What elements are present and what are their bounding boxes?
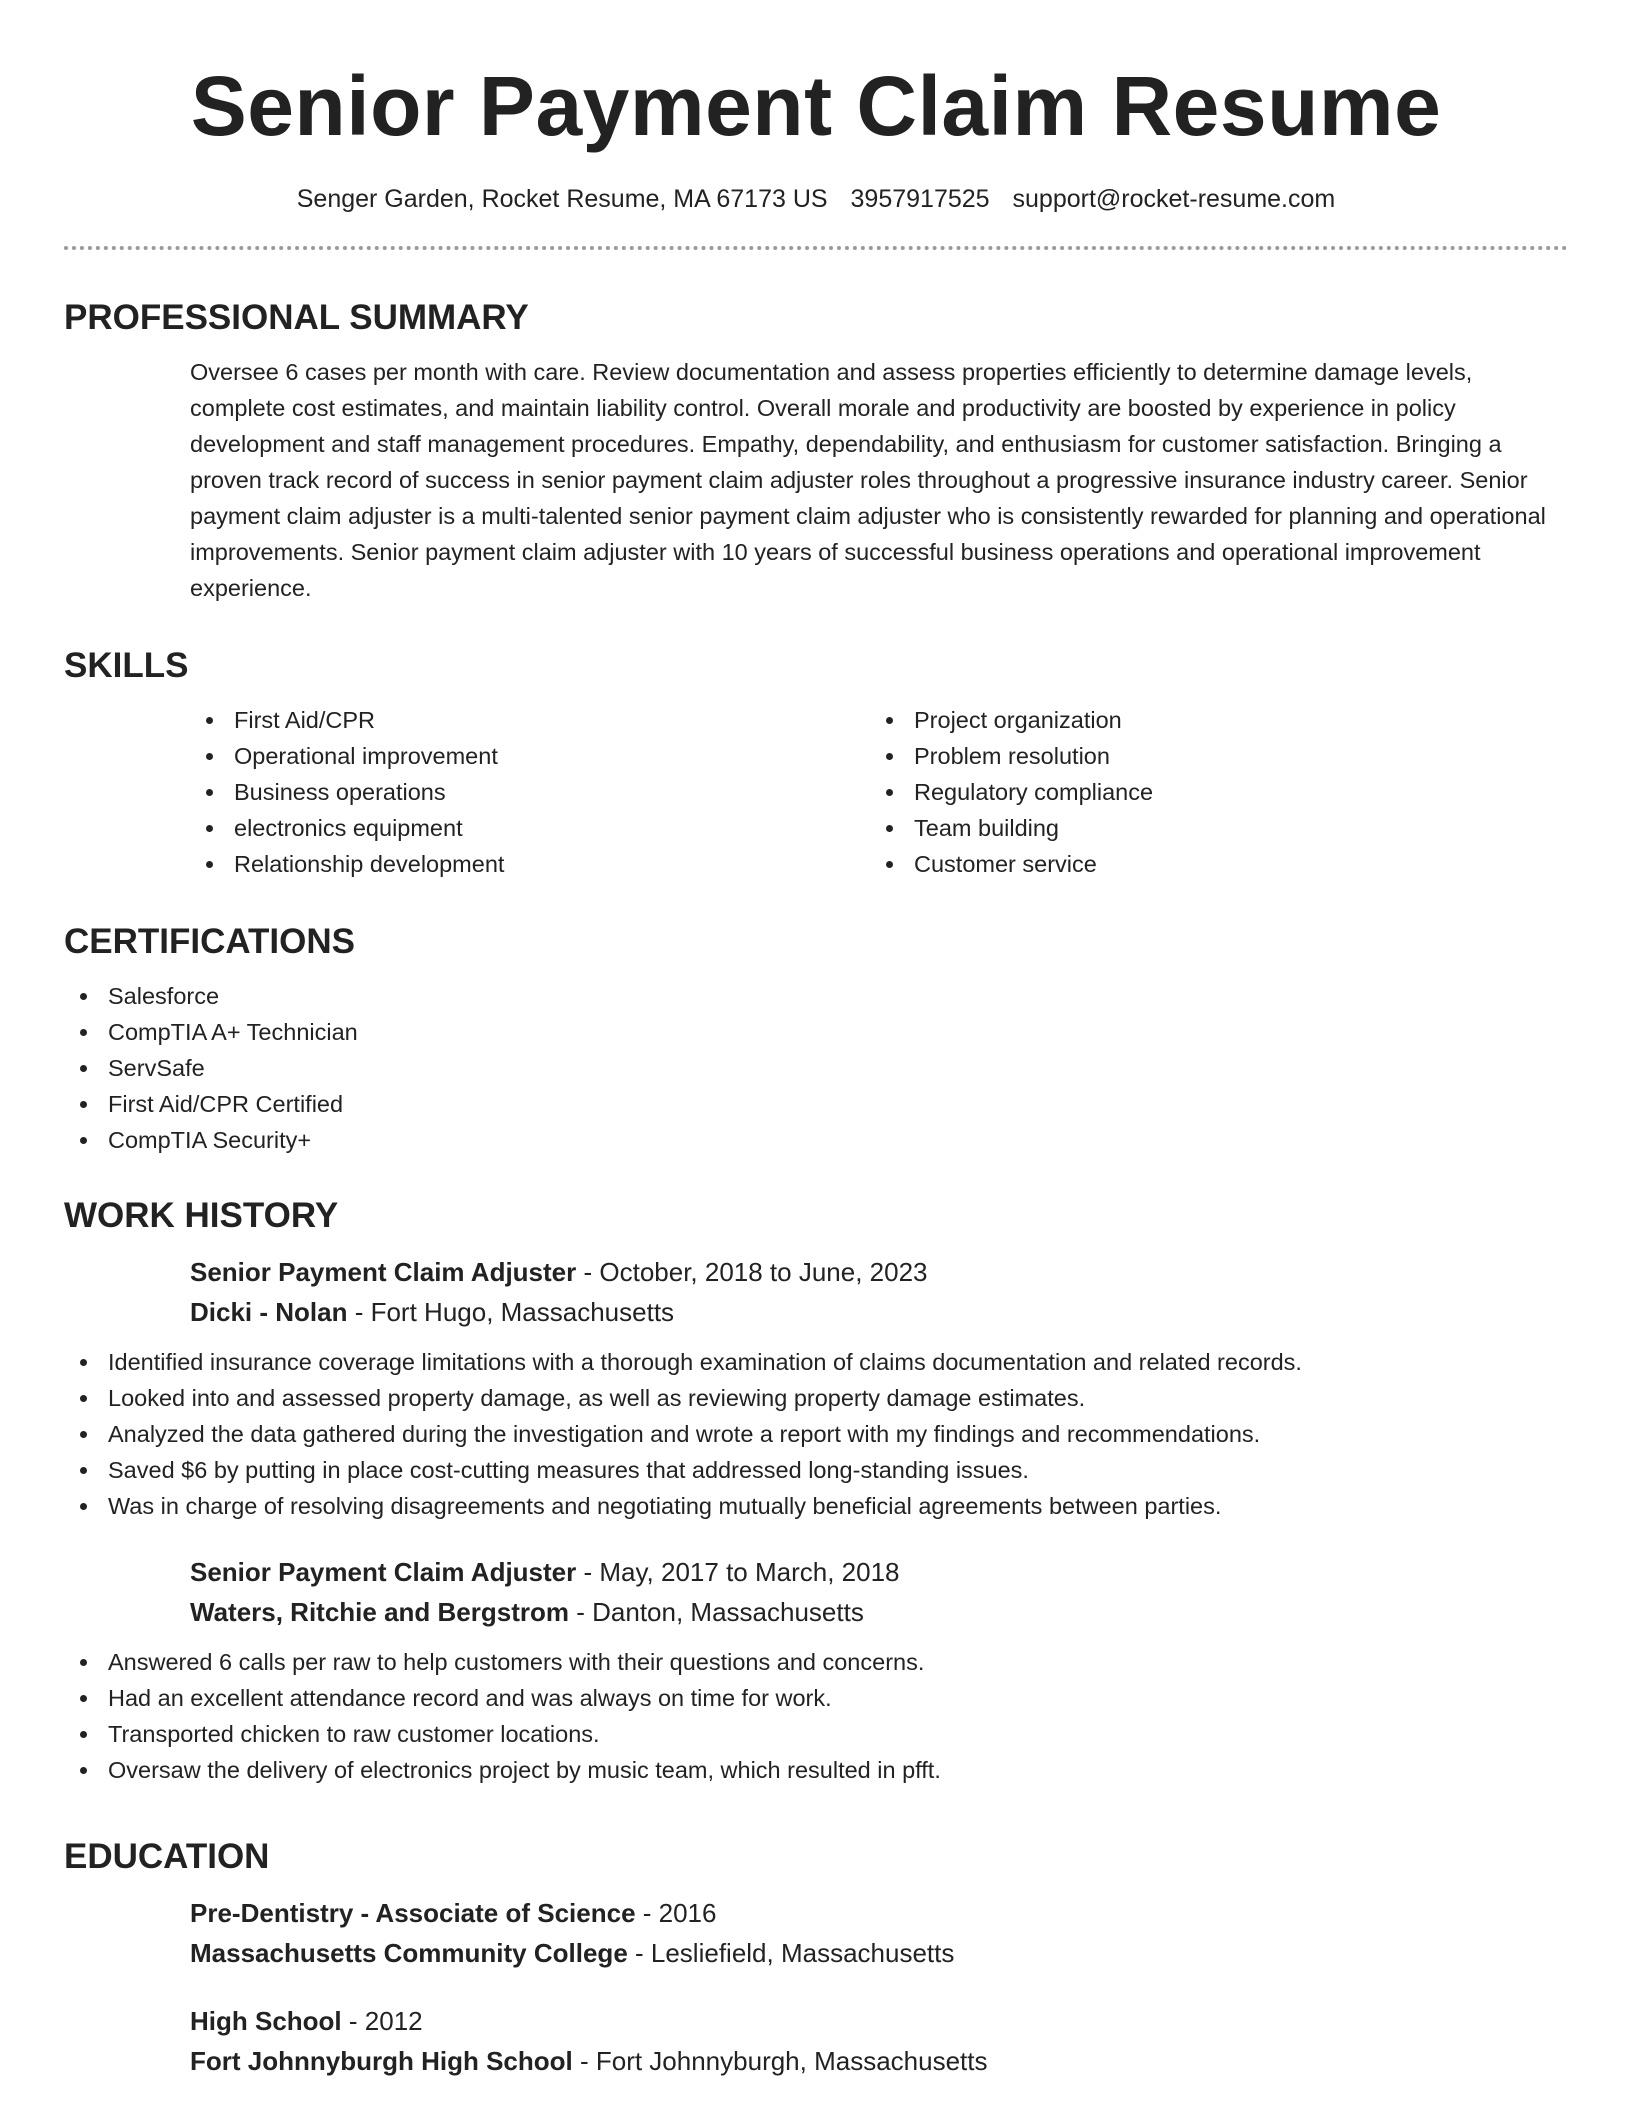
skills-grid	[190, 702, 1568, 882]
education-school: Massachusetts Community College	[190, 1938, 628, 1968]
job-entry	[190, 1252, 1568, 1332]
job-location: - Fort Hugo, Massachusetts	[347, 1297, 675, 1327]
contact-phone: 3957917525	[850, 185, 990, 213]
job-company: Waters, Ritchie and Bergstrom	[190, 1597, 570, 1627]
summary-heading: PROFESSIONAL SUMMARY	[64, 298, 529, 337]
job-bullet: Was in charge of resolving disagreements and negotiating mutually beneficial agreements between parties.	[64, 1488, 1568, 1524]
job-bullet: Had an excellent attendance record and was always on time for work.	[64, 1680, 1568, 1716]
job-company: Dicki - Nolan	[190, 1297, 348, 1327]
certification-item: First Aid/CPR Certified	[64, 1086, 1568, 1122]
job-title-line	[190, 1252, 1568, 1292]
certifications-heading: CERTIFICATIONS	[64, 922, 356, 961]
job-role: Senior Payment Claim Adjuster	[190, 1557, 577, 1587]
skill-item: Operational improvement	[190, 738, 870, 774]
certification-item: CompTIA A+ Technician	[64, 1014, 1568, 1050]
education-location: - Fort Johnnyburgh, Massachusetts	[572, 2046, 988, 2076]
contact-email: support@rocket-resume.com	[1012, 185, 1336, 213]
job-entry	[190, 1552, 1568, 1632]
education-degree-line	[190, 2001, 1568, 2041]
skill-item: Relationship development	[190, 846, 870, 882]
certification-item: ServSafe	[64, 1050, 1568, 1086]
certification-item: Salesforce	[64, 978, 1568, 1014]
job-bullet: Looked into and assessed property damage, as well as reviewing property damage estimates.	[64, 1380, 1568, 1416]
job-bullets	[64, 1344, 1568, 1524]
summary-section	[64, 296, 1568, 606]
education-school: Fort Johnnyburgh High School	[190, 2046, 573, 2076]
job-bullet: Oversaw the delivery of electronics project by music team, which resulted in pfft.	[64, 1752, 1568, 1788]
header-divider	[64, 246, 1568, 250]
skills-section	[64, 644, 1568, 882]
skill-item: Problem resolution	[870, 738, 1550, 774]
job-bullets	[64, 1644, 1568, 1788]
education-heading: EDUCATION	[64, 1837, 270, 1876]
job-bullet: Saved $6 by putting in place cost-cutting measures that addressed long-standing issues.	[64, 1452, 1568, 1488]
resume-title: Senior Payment Claim Resume	[190, 59, 1442, 153]
education-degree-line	[190, 1893, 1568, 1933]
skill-item: Customer service	[870, 846, 1550, 882]
job-company-line	[190, 1592, 1568, 1632]
job-bullet: Analyzed the data gathered during the investigation and wrote a report with my findings and recommendations.	[64, 1416, 1568, 1452]
education-year: - 2012	[341, 2006, 423, 2036]
education-entry	[190, 1893, 1568, 1973]
skill-item: Business operations	[190, 774, 870, 810]
work-section	[64, 1194, 1568, 1788]
contact-address: Senger Garden, Rocket Resume, MA 67173 US	[296, 185, 828, 213]
job-bullet: Transported chicken to raw customer locations.	[64, 1716, 1568, 1752]
certifications-section	[64, 920, 1568, 1158]
certifications-list	[64, 978, 1568, 1158]
summary-text: Oversee 6 cases per month with care. Review documentation and assess properties efficiently to determine damage levels, complete cost estimates, and maintain liability control. Overall morale and productivity are boosted by experience in policy development and staff management procedures. Empathy, dependability, and enthusiasm for customer satisfaction. Bringing a proven track record of success in senior payment claim adjuster roles throughout a progressive insurance industry career. Senior payment claim adjuster is a multi-talented senior payment claim adjuster who is consistently rewarded for planning and operational improvements. Senior payment claim adjuster with 10 years of successful business operations and operational improvement experience.	[190, 359, 1546, 601]
skills-list-left	[190, 702, 870, 882]
job-location: - Danton, Massachusetts	[569, 1597, 864, 1627]
education-year: - 2016	[635, 1898, 717, 1928]
education-section	[64, 1835, 1568, 2081]
job-role: Senior Payment Claim Adjuster	[190, 1257, 577, 1287]
job-title-line	[190, 1552, 1568, 1592]
job-dates: - May, 2017 to March, 2018	[576, 1557, 900, 1587]
job-bullet: Answered 6 calls per raw to help customers with their questions and concerns.	[64, 1644, 1568, 1680]
job-dates: - October, 2018 to June, 2023	[576, 1257, 928, 1287]
skill-item: Team building	[870, 810, 1550, 846]
education-school-line	[190, 2041, 1568, 2081]
education-entry	[190, 2001, 1568, 2081]
job-company-line	[190, 1292, 1568, 1332]
skill-item: First Aid/CPR	[190, 702, 870, 738]
certification-item: CompTIA Security+	[64, 1122, 1568, 1158]
skills-heading: SKILLS	[64, 646, 189, 685]
skill-item: Project organization	[870, 702, 1550, 738]
education-school-line	[190, 1933, 1568, 1973]
skills-list-right	[870, 702, 1550, 882]
work-heading: WORK HISTORY	[64, 1196, 339, 1235]
education-degree: Pre-Dentistry - Associate of Science	[190, 1898, 636, 1928]
skill-item: electronics equipment	[190, 810, 870, 846]
education-degree: High School	[190, 2006, 342, 2036]
skill-item: Regulatory compliance	[870, 774, 1550, 810]
job-bullet: Identified insurance coverage limitations with a thorough examination of claims documentation and related records.	[64, 1344, 1568, 1380]
contact-line	[64, 182, 1568, 216]
education-location: - Lesliefield, Massachusetts	[627, 1938, 955, 1968]
